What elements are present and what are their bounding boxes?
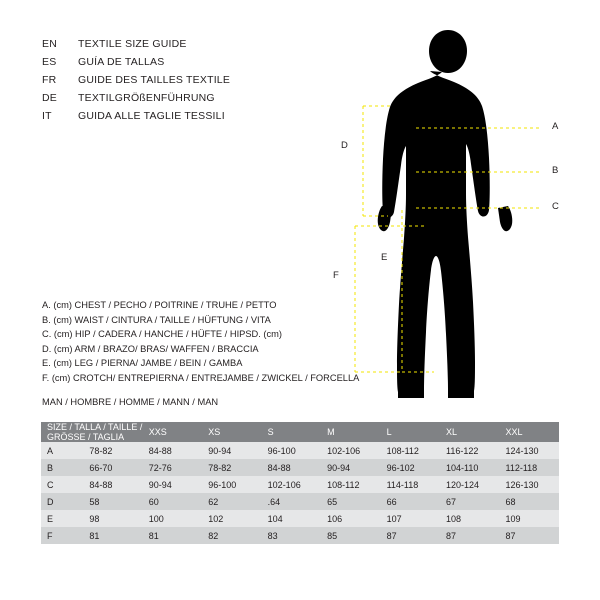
dim-label-e: E: [381, 252, 388, 263]
cell-a-xs: 84-88: [148, 445, 172, 456]
cell-e-xxs: 98: [89, 513, 100, 524]
cell-e-l: 106: [327, 513, 343, 524]
table-header-m: M: [321, 422, 380, 442]
cell-b-l: 90-94: [327, 462, 351, 473]
cell-d-xl: 66: [386, 496, 397, 507]
cell-d-l: 65: [327, 496, 338, 507]
title-lang-de: DE: [42, 92, 57, 104]
cell-a-l: 102-106: [327, 445, 361, 456]
cell-d-xxs: 58: [89, 496, 100, 507]
legend-line-d: D. (cm) ARM / BRAZO/ BRAS/ WAFFEN / BRACCIA: [42, 343, 259, 354]
cell-f-s: 82: [208, 530, 219, 541]
dim-label-f: F: [333, 270, 339, 281]
cell-d-xs: 60: [148, 496, 159, 507]
title-text-it: GUIDA ALLE TAGLIE TESSILI: [78, 110, 225, 122]
title-lang-it: IT: [42, 110, 52, 122]
row-label-b: B: [47, 462, 54, 473]
title-row: [42, 56, 332, 74]
cell-e-xxl: 108: [446, 513, 462, 524]
table-header-size: SIZE / TALLA / TAILLE / GRÖSSE / TAGLIA: [41, 422, 143, 442]
title-block: [42, 38, 332, 128]
legend-line-a: A. (cm) CHEST / PECHO / POITRINE / TRUHE / PETTO: [42, 300, 277, 310]
row-label-f: F: [47, 530, 53, 541]
cell-d-m: .64: [267, 496, 281, 507]
cell-a-xxxl: 124-130: [505, 445, 539, 456]
cell-b-s: 78-82: [208, 462, 232, 473]
table-row: [41, 442, 559, 459]
cell-c-xxxl: 126-130: [505, 479, 539, 490]
title-row: [42, 92, 332, 110]
cell-c-xs: 90-94: [148, 479, 172, 490]
cell-b-xxxl: 112-118: [505, 462, 538, 473]
legend-footer: MAN / HOMBRE / HOMME / MANN / MAN: [42, 397, 219, 407]
title-text-de: TEXTILGRÖßENFÜHRUNG: [78, 92, 215, 104]
title-text-fr: GUIDE DES TAILLES TEXTILE: [78, 74, 231, 86]
row-label-d: D: [47, 496, 54, 507]
cell-a-m: 96-100: [267, 445, 296, 456]
table-row: [41, 476, 559, 493]
row-label-a: A: [47, 445, 54, 456]
cell-b-m: 84-88: [267, 462, 291, 473]
cell-c-xl: 114-118: [386, 479, 419, 490]
table-header-row: [41, 422, 559, 442]
table-header-xxl: XXL: [499, 422, 559, 442]
dim-label-a: A: [552, 121, 559, 132]
cell-e-s: 102: [208, 513, 224, 524]
cell-c-xxs: 84-88: [89, 479, 113, 490]
table-header-xs: XS: [202, 422, 261, 442]
title-lang-es: ES: [42, 56, 57, 68]
cell-c-xxl: 120-124: [446, 479, 480, 490]
table-row: [41, 493, 559, 510]
cell-a-xxl: 116-122: [446, 445, 479, 456]
legend-line-e: E. (cm) LEG / PIERNA/ JAMBE / BEIN / GAMBA: [42, 358, 243, 369]
dim-label-d: D: [341, 140, 348, 151]
cell-d-xxxl: 68: [505, 496, 516, 507]
table-header-s: S: [262, 422, 321, 442]
cell-d-s: 62: [208, 496, 219, 507]
cell-a-xxs: 78-82: [89, 445, 113, 456]
cell-b-xs: 72-76: [148, 462, 172, 473]
table-row: [41, 510, 559, 527]
title-row: [42, 38, 332, 56]
cell-f-l: 85: [327, 530, 338, 541]
table-header-l: L: [381, 422, 440, 442]
title-lang-fr: FR: [42, 74, 57, 86]
table-row: [41, 527, 559, 544]
row-label-e: E: [47, 513, 54, 524]
title-text-es: GUÍA DE TALLAS: [78, 56, 165, 68]
legend-line-c: C. (cm) HIP / CADERA / HANCHE / HÜFTE / HIPSD. (cm): [42, 329, 283, 340]
cell-f-xs: 81: [148, 530, 159, 541]
legend-line-f: F. (cm) CROTCH/ ENTREPIERNA / ENTREJAMBE / ZWICKEL / FORCELLA: [42, 372, 360, 383]
cell-b-xxl: 104-110: [446, 462, 479, 473]
cell-d-xxl: 67: [446, 496, 457, 507]
cell-c-l: 108-112: [327, 479, 360, 490]
cell-f-xl: 87: [386, 530, 397, 541]
legend-line-b: B. (cm) WAIST / CINTURA / TAILLE / HÜFTUNG / VITA: [42, 314, 271, 325]
dim-label-c: C: [552, 201, 559, 212]
row-label-c: C: [47, 479, 54, 490]
size-table: [41, 422, 559, 544]
cell-e-xl: 107: [386, 513, 402, 524]
cell-e-m: 104: [267, 513, 283, 524]
cell-b-xxs: 66-70: [89, 462, 113, 473]
cell-e-xs: 100: [148, 513, 164, 524]
dim-label-b: B: [552, 165, 559, 176]
legend-block: [42, 298, 372, 386]
title-text-en: TEXTILE SIZE GUIDE: [78, 38, 187, 50]
cell-b-xl: 96-102: [386, 462, 415, 473]
title-lang-en: EN: [42, 38, 57, 50]
title-row: [42, 74, 332, 92]
cell-a-s: 90-94: [208, 445, 232, 456]
cell-a-xl: 108-112: [386, 445, 419, 456]
cell-f-xxxl: 87: [505, 530, 516, 541]
cell-f-xxl: 87: [446, 530, 457, 541]
cell-c-m: 102-106: [267, 479, 301, 490]
cell-f-m: 83: [267, 530, 278, 541]
table-header-xl: XL: [440, 422, 499, 442]
table-header-xxs: XXS: [143, 422, 202, 442]
title-row: [42, 110, 332, 128]
cell-e-xxxl: 109: [505, 513, 521, 524]
table-row: [41, 459, 559, 476]
cell-f-xxs: 81: [89, 530, 100, 541]
cell-c-s: 96-100: [208, 479, 237, 490]
